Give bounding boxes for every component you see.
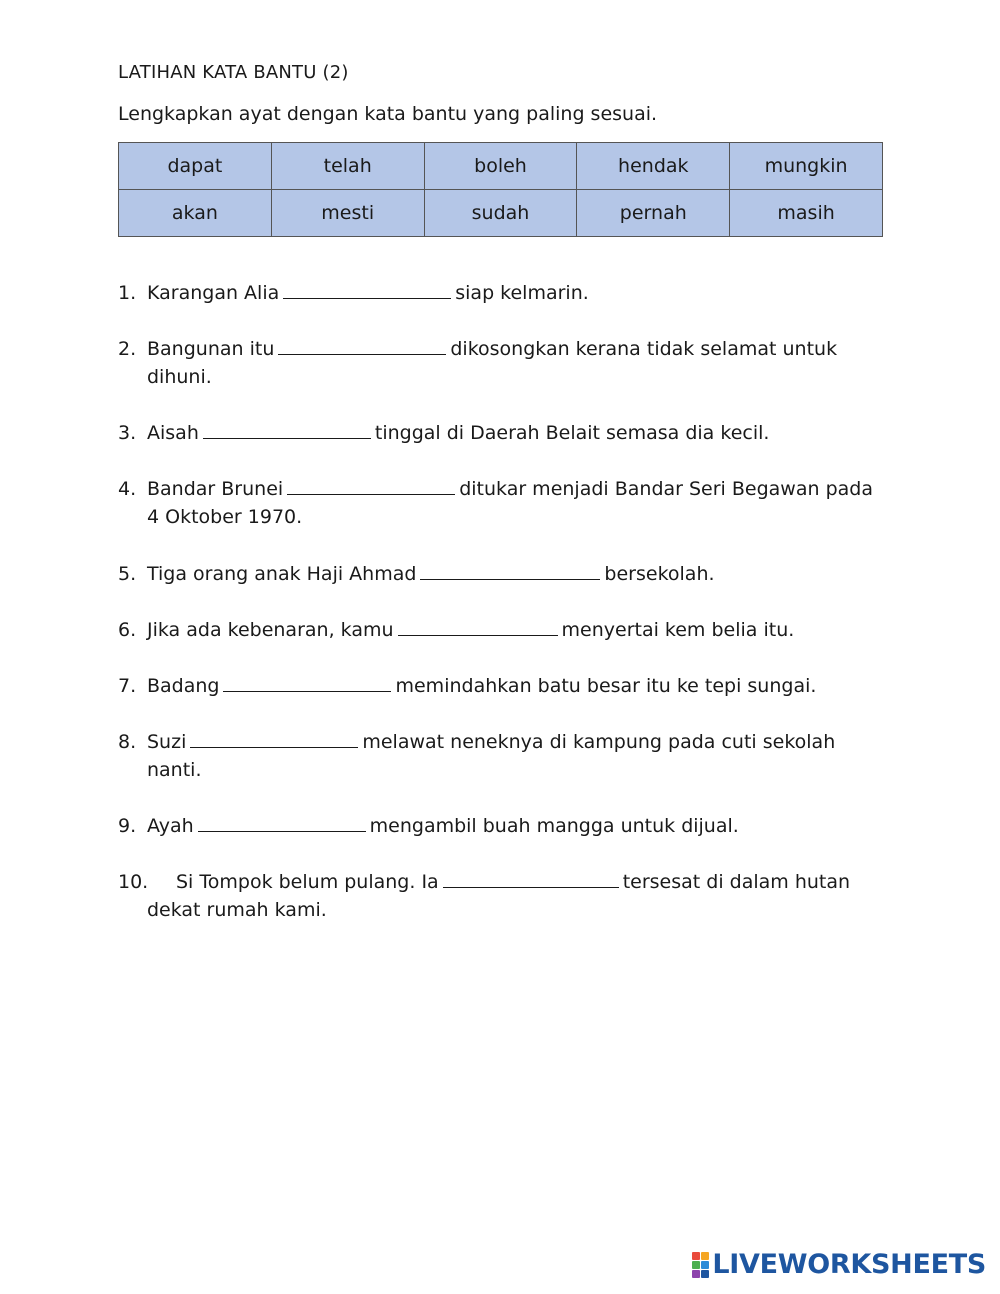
question-text-after: mengambil buah mangga untuk dijual.	[369, 815, 739, 837]
question-number: 4.	[118, 478, 137, 500]
answer-blank[interactable]	[287, 476, 455, 495]
page-title: LATIHAN KATA BANTU (2)	[118, 62, 349, 83]
word-bank-cell: sudah	[424, 190, 577, 237]
answer-blank[interactable]	[283, 280, 451, 299]
liveworksheets-brand	[692, 1249, 986, 1280]
word-bank-cell: telah	[271, 143, 424, 190]
question-text-after: melawat neneknya di kampung pada cuti sekolah nanti.	[147, 731, 836, 781]
question-text-before: Badang	[147, 675, 220, 697]
word-bank-cell: boleh	[424, 143, 577, 190]
question-text-before: Jika ada kebenaran, kamu	[147, 619, 394, 641]
question-text-before: Si Tompok belum pulang. Ia	[176, 871, 439, 893]
question-8	[118, 728, 877, 784]
question-2	[118, 335, 877, 391]
question-10	[118, 868, 877, 924]
question-5	[118, 560, 877, 588]
word-bank-cell: hendak	[577, 143, 730, 190]
question-number: 9.	[118, 815, 137, 837]
question-text-before: Tiga orang anak Haji Ahmad	[147, 563, 417, 585]
answer-blank[interactable]	[420, 561, 600, 580]
question-number: 2.	[118, 338, 137, 360]
answer-blank[interactable]	[398, 617, 558, 636]
answer-blank[interactable]	[223, 673, 391, 692]
question-9	[118, 812, 877, 840]
word-bank-cell: pernah	[577, 190, 730, 237]
question-1	[118, 279, 877, 307]
question-text-after: memindahkan batu besar itu ke tepi sungai.	[395, 675, 817, 697]
word-bank-row	[119, 143, 883, 190]
word-bank-table	[118, 142, 883, 237]
brand-text: LIVEWORKSHEETS	[712, 1249, 986, 1280]
question-7	[118, 672, 877, 700]
answer-blank[interactable]	[203, 420, 371, 439]
question-text-after: menyertai kem belia itu.	[561, 619, 795, 641]
question-text-before: Bandar Brunei	[147, 478, 284, 500]
answer-blank[interactable]	[278, 336, 446, 355]
question-number: 7.	[118, 675, 137, 697]
answer-blank[interactable]	[198, 813, 366, 832]
question-number: 5.	[118, 563, 137, 585]
answer-blank[interactable]	[190, 729, 358, 748]
word-bank-cell: mesti	[271, 190, 424, 237]
word-bank-cell: masih	[730, 190, 883, 237]
question-text-after: siap kelmarin.	[455, 282, 589, 304]
question-number: 3.	[118, 422, 137, 444]
answer-blank[interactable]	[443, 869, 619, 888]
word-bank-cell: mungkin	[730, 143, 883, 190]
liveworksheets-logo-icon	[692, 1252, 709, 1278]
question-3	[118, 419, 877, 447]
instruction-text: Lengkapkan ayat dengan kata bantu yang paling sesuai.	[118, 103, 658, 125]
question-text-before: Aisah	[147, 422, 199, 444]
question-text-after: tersesat di dalam hutan dekat rumah kami.	[147, 871, 851, 921]
question-number: 10.	[118, 871, 149, 893]
question-number: 1.	[118, 282, 137, 304]
question-number: 6.	[118, 619, 137, 641]
question-text-after: dikosongkan kerana tidak selamat untuk dihuni.	[147, 338, 838, 388]
question-text-before: Bangunan itu	[147, 338, 275, 360]
question-text-after: ditukar menjadi Bandar Seri Begawan pada 4 Oktober 1970.	[147, 478, 873, 528]
question-text-before: Karangan Alia	[147, 282, 280, 304]
word-bank-cell: dapat	[119, 143, 272, 190]
question-text-before: Suzi	[147, 731, 187, 753]
question-4	[118, 475, 877, 531]
word-bank-row	[119, 190, 883, 237]
word-bank-cell: akan	[119, 190, 272, 237]
question-number: 8.	[118, 731, 137, 753]
question-text-after: bersekolah.	[604, 563, 715, 585]
question-text-after: tinggal di Daerah Belait semasa dia kecil.	[374, 422, 770, 444]
question-6	[118, 616, 877, 644]
question-text-before: Ayah	[147, 815, 194, 837]
